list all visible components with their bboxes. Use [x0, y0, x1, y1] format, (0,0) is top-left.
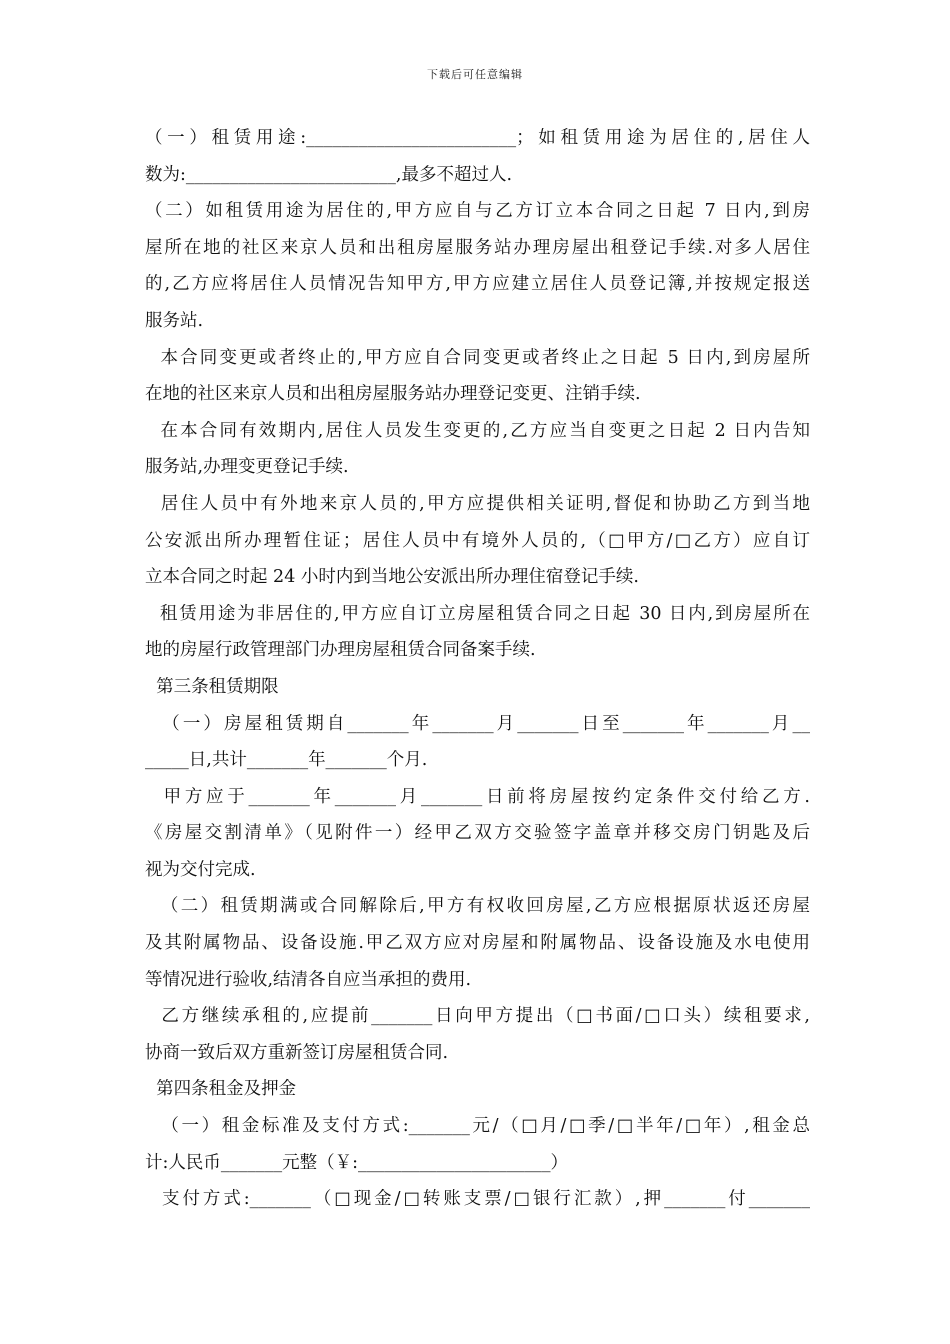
text-line: 协商一致后双方重新签订房屋租赁合同.	[145, 1042, 449, 1063]
text-line: 支付方式:_______（□现金/□转账支票/□银行汇款）,押_______付_______	[145, 1189, 810, 1210]
text-line: 立本合同之时起 24 小时内到当地公安派出所办理住宿登记手续.	[145, 567, 639, 588]
text-line: 地的房屋行政管理部门办理房屋租赁合同备案手续.	[145, 640, 536, 661]
text-line: 等情况进行验收,结清各自应当承担的费用.	[145, 969, 472, 990]
text-line: 数为:________________________,最多不超过人.	[145, 164, 513, 185]
text-line: 租赁用途为非居住的,甲方应自订立房屋租赁合同之日起 30 日内,到房屋所在	[145, 603, 810, 624]
text-line: 服务站.	[145, 310, 204, 331]
page-header: 下载后可任意编辑	[427, 68, 523, 81]
text-line: 公安派出所办理暂住证；居住人员中有境外人员的,（□甲方/□乙方）应自订	[145, 530, 810, 551]
text-line: （一）租赁用途:________________________；如租赁用途为居住的,居住人	[145, 128, 810, 148]
text-line: 居住人员中有外地来京人员的,甲方应提供相关证明,督促和协助乙方到当地	[145, 493, 810, 514]
text-line: 的,乙方应将居住人员情况告知甲方,甲方应建立居住人员登记簿,并按规定报送	[145, 274, 810, 295]
text-line: 服务站,办理变更登记手续.	[145, 457, 349, 478]
text-line: 甲方应于_______年_______月_______日前将房屋按约定条件交付给乙方.	[145, 786, 810, 807]
text-line: 计:人民币_______元整（￥:______________________）	[145, 1152, 569, 1173]
text-line: 视为交付完成.	[145, 859, 256, 880]
text-line: 在本合同有效期内,居住人员发生变更的,乙方应当自变更之日起 2 日内告知	[145, 420, 810, 441]
document-body	[145, 120, 810, 1218]
text-line: （一）房屋租赁期自_______年_______月_______日至_______年_______月__	[145, 713, 810, 734]
text-line: 在地的社区来京人员和出租房屋服务站办理登记变更、注销手续.	[145, 384, 641, 405]
text-line: （一）租金标准及支付方式:_______元/（□月/□季/□半年/□年）,租金总	[145, 1116, 810, 1137]
section-heading: 第三条租赁期限	[145, 676, 279, 697]
text-line: 乙方继续承租的,应提前_______日向甲方提出（□书面/□口头）续租要求,	[145, 1006, 810, 1027]
text-line: 屋所在地的社区来京人员和出租房屋服务站办理房屋出租登记手续.对多人居住	[145, 237, 810, 258]
text-line: _____日,共计_______年_______个月.	[145, 750, 428, 771]
text-line: 《房屋交割清单》（见附件一）经甲乙双方交验签字盖章并移交房门钥匙及后	[145, 823, 810, 844]
section-heading: 第四条租金及押金	[145, 1079, 297, 1100]
text-line: 及其附属物品、设备设施.甲乙双方应对房屋和附属物品、设备设施及水电使用	[145, 933, 810, 954]
text-line: 本合同变更或者终止的,甲方应自合同变更或者终止之日起 5 日内,到房屋所	[145, 347, 810, 368]
text-line: （二）如租赁用途为居住的,甲方应自与乙方订立本合同之日起 7 日内,到房	[145, 201, 810, 222]
text-line: （二）租赁期满或合同解除后,甲方有权收回房屋,乙方应根据原状返还房屋	[145, 896, 810, 917]
